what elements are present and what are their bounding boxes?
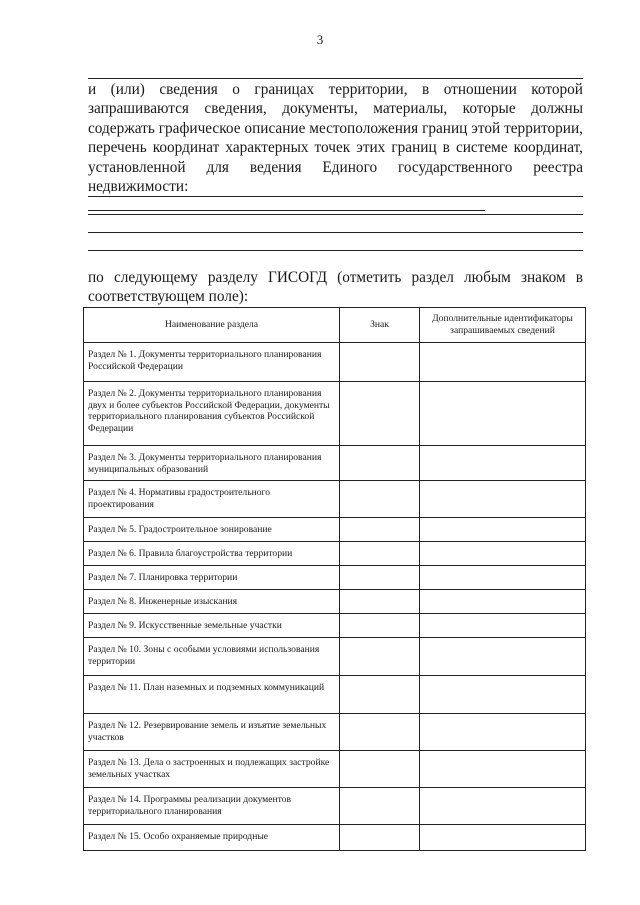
table-row (84, 382, 586, 446)
mark-cell[interactable] (340, 382, 420, 446)
table-row (84, 566, 586, 590)
identifier-cell[interactable] (420, 481, 586, 518)
section-name-cell: Раздел № 10. Зоны с особыми условиями использования территории (84, 638, 340, 676)
identifier-cell[interactable] (420, 590, 586, 614)
identifier-cell[interactable] (420, 446, 586, 481)
top-fill-line (88, 78, 583, 79)
section-name-cell: Раздел № 13. Дела о застроенных и подлежащих застройке земельных участках (84, 751, 340, 788)
blank-line-2[interactable] (88, 214, 583, 215)
table-header-row (84, 308, 586, 343)
section-name-cell: Раздел № 15. Особо охраняемые природные (84, 825, 340, 851)
section-name-cell: Раздел № 1. Документы территориального планирования Российской Федерации (84, 343, 340, 382)
blank-line-3[interactable] (88, 232, 583, 233)
identifier-cell[interactable] (420, 825, 586, 851)
identifier-cell[interactable] (420, 751, 586, 788)
identifier-cell[interactable] (420, 788, 586, 825)
identifier-cell[interactable] (420, 566, 586, 590)
table-row (84, 714, 586, 751)
blank-line-4[interactable] (88, 250, 583, 251)
identifier-cell[interactable] (420, 343, 586, 382)
mark-cell[interactable] (340, 676, 420, 714)
table-row (84, 788, 586, 825)
mark-cell[interactable] (340, 481, 420, 518)
blank-line-1[interactable] (88, 196, 583, 197)
mark-cell[interactable] (340, 590, 420, 614)
page-number: 3 (316, 32, 324, 47)
section-name-cell: Раздел № 5. Градостроительное зонирование (84, 518, 340, 542)
identifier-cell[interactable] (420, 676, 586, 714)
identifier-cell[interactable] (420, 714, 586, 751)
gisogd-sections-table (83, 307, 586, 851)
table-row (84, 590, 586, 614)
mark-cell[interactable] (340, 566, 420, 590)
mark-cell[interactable] (340, 343, 420, 382)
section-request-text: по следующему разделу ГИСОГД (отметить раздел любым знаком в соответствующем поле): (88, 269, 583, 306)
section-name-cell: Раздел № 3. Документы территориального планирования муниципальных образований (84, 446, 340, 481)
mark-cell[interactable] (340, 638, 420, 676)
table-row (84, 518, 586, 542)
mark-cell[interactable] (340, 542, 420, 566)
section-name-cell: Раздел № 9. Искусственные земельные участки (84, 614, 340, 638)
header-identifiers: Дополнительные идентификаторы запрашиваемых сведений (420, 308, 586, 343)
identifier-cell[interactable] (420, 638, 586, 676)
mark-cell[interactable] (340, 788, 420, 825)
section-name-cell: Раздел № 6. Правила благоустройства территории (84, 542, 340, 566)
identifier-cell[interactable] (420, 518, 586, 542)
header-section-name: Наименование раздела (84, 308, 340, 343)
table-row (84, 751, 586, 788)
table-row (84, 542, 586, 566)
section-name-cell: Раздел № 11. План наземных и подземных коммуникаций (84, 676, 340, 714)
table-row (84, 343, 586, 382)
table-row (84, 825, 586, 851)
section-name-cell: Раздел № 12. Резервирование земель и изъятие земельных участков (84, 714, 340, 751)
identifier-cell[interactable] (420, 614, 586, 638)
table-row (84, 614, 586, 638)
section-name-cell: Раздел № 7. Планировка территории (84, 566, 340, 590)
section-name-cell: Раздел № 14. Программы реализации документов территориального планирования (84, 788, 340, 825)
mark-cell[interactable] (340, 714, 420, 751)
table-row (84, 638, 586, 676)
identifier-cell[interactable] (420, 542, 586, 566)
section-name-cell: Раздел № 2. Документы территориального планирования двух и более субъектов Российской Федерации, документы территориального планирования субъектов Российской Федерации (84, 382, 340, 446)
table-row (84, 446, 586, 481)
mark-cell[interactable] (340, 614, 420, 638)
identifier-cell[interactable] (420, 382, 586, 446)
mark-cell[interactable] (340, 825, 420, 851)
header-mark: Знак (340, 308, 420, 343)
mark-cell[interactable] (340, 518, 420, 542)
territory-boundaries-text: и (или) сведения о границах территории, в отношении которой запрашиваются сведения, документы, материалы, которые должны содержать графическое описание местоположения границ этой территории, перечень координат характерных точек этих границ в системе координат, установленной для ведения Единого государственного реестра недвижимости: (88, 81, 583, 196)
section-name-cell: Раздел № 4. Нормативы градостроительного проектирования (84, 481, 340, 518)
table-row (84, 676, 586, 714)
mark-cell[interactable] (340, 751, 420, 788)
mark-cell[interactable] (340, 446, 420, 481)
fill-line[interactable] (88, 196, 485, 211)
table-row (84, 481, 586, 518)
section-name-cell: Раздел № 8. Инженерные изыскания (84, 590, 340, 614)
